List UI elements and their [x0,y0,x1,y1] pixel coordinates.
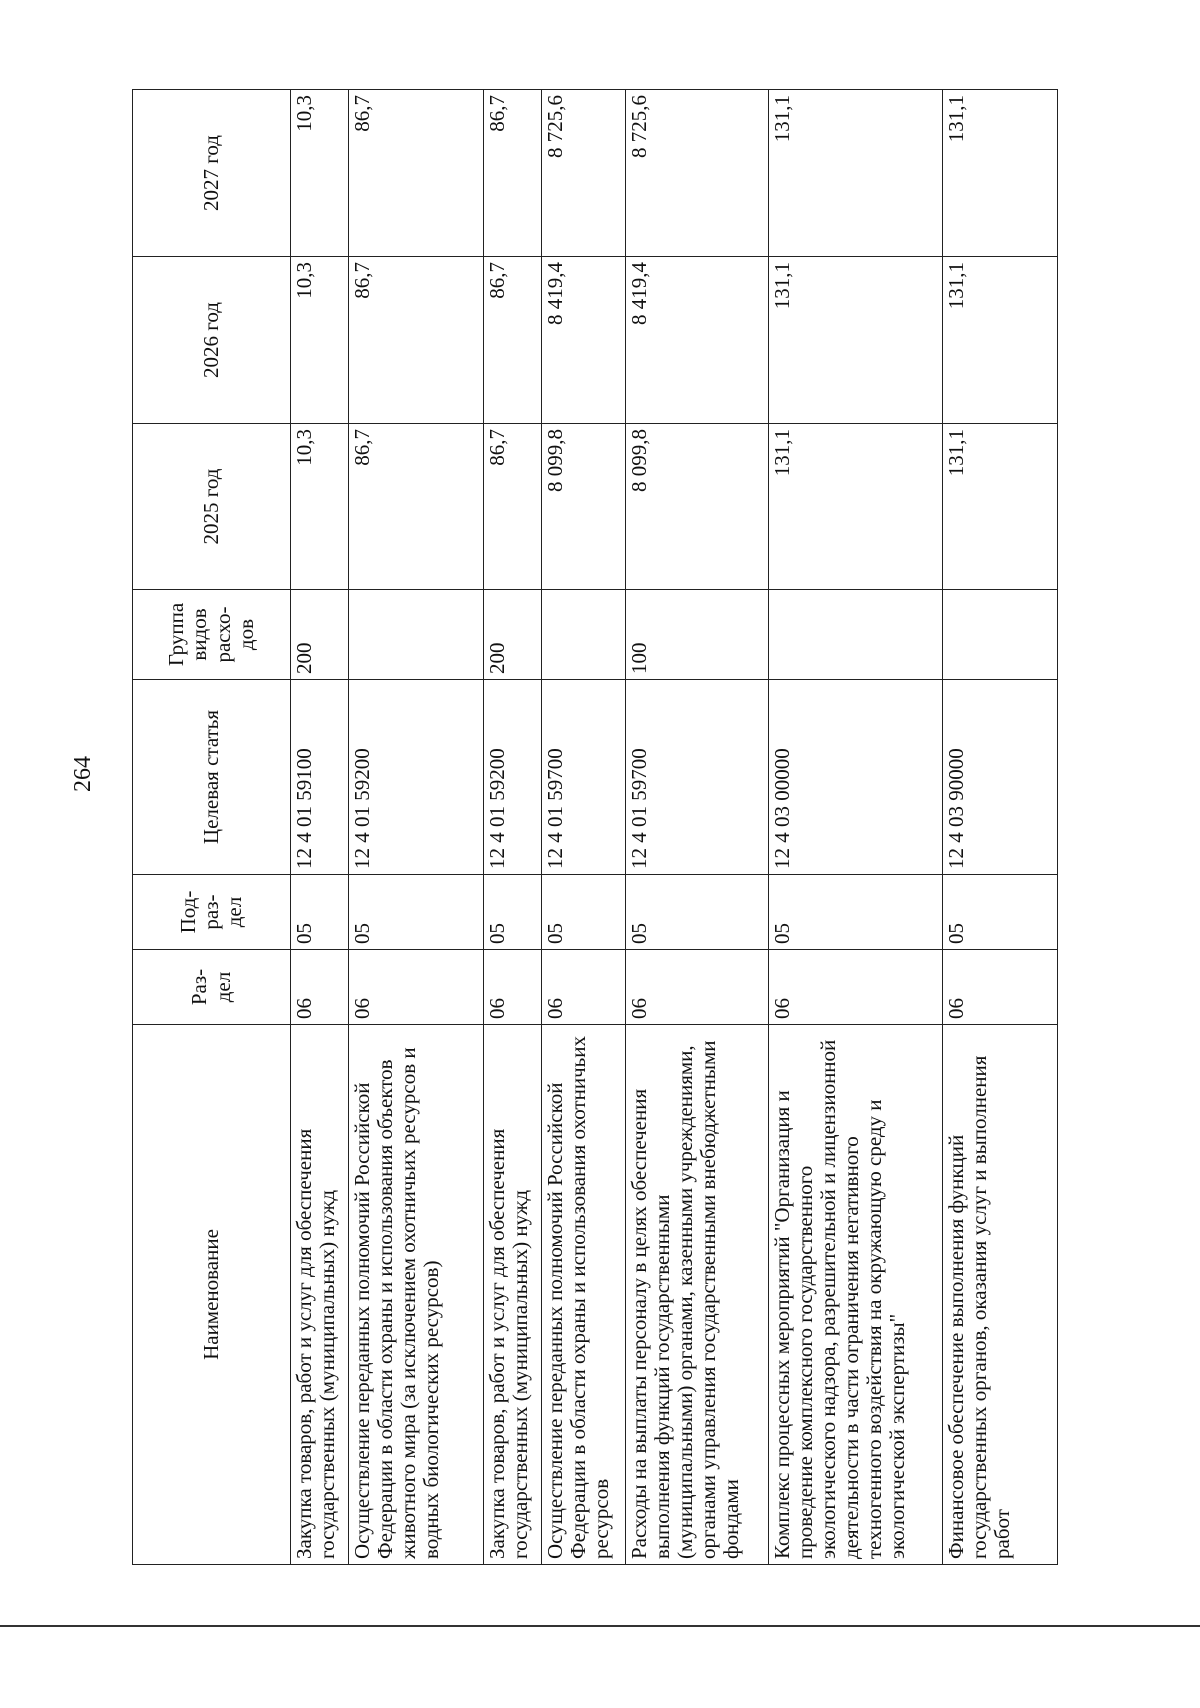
table-row [943,90,1058,1565]
row-name: Закупка товаров, работ и услуг для обеспечения государственных (муниципальных) нужд [291,1025,349,1565]
table-row [769,90,943,1565]
page-number: 264 [70,756,96,792]
row-target: 12 4 01 59200 [484,680,542,875]
header-2026: 2026 год [133,257,291,424]
row-name: Закупка товаров, работ и услуг для обеспечения государственных (муниципальных) нужд [484,1025,542,1565]
table-row [542,90,626,1565]
row-group [542,590,626,680]
row-2025: 8 099,8 [542,424,626,590]
header-name: Наименование [133,1025,291,1565]
row-section: 06 [291,950,349,1025]
row-2027: 131,1 [943,90,1058,257]
row-2025: 10,3 [291,424,349,590]
header-target: Целевая статья [133,680,291,875]
table-row [291,90,349,1565]
row-2026: 10,3 [291,257,349,424]
table-row [349,90,484,1565]
row-section: 06 [943,950,1058,1025]
row-target: 12 4 03 90000 [943,680,1058,875]
row-section: 06 [349,950,484,1025]
row-2026: 131,1 [769,257,943,424]
row-group [349,590,484,680]
row-target: 12 4 01 59100 [291,680,349,875]
row-section: 06 [484,950,542,1025]
row-group: 100 [626,590,769,680]
row-2027: 8 725,6 [542,90,626,257]
row-2026: 86,7 [484,257,542,424]
row-2026: 8 419,4 [626,257,769,424]
header-2027: 2027 год [133,90,291,257]
row-target: 12 4 01 59200 [349,680,484,875]
row-2027: 131,1 [769,90,943,257]
row-name: Расходы на выплаты персоналу в целях обеспечения выполнения функций государственными (муниципальными) органами, казенными учреждениями, органами управления государственными внебюджетными фондами [626,1025,769,1565]
header-2025: 2025 год [133,424,291,590]
budget-table [132,89,1058,1565]
row-name: Финансовое обеспечение выполнения функций государственных органов, оказания услуг и выполнения работ [943,1025,1058,1565]
row-2027: 10,3 [291,90,349,257]
row-target: 12 4 03 00000 [769,680,943,875]
row-subsection: 05 [943,875,1058,950]
row-target: 12 4 01 59700 [626,680,769,875]
table-row [626,90,769,1565]
table-row [484,90,542,1565]
row-subsection: 05 [542,875,626,950]
row-subsection: 05 [484,875,542,950]
scan-edge-line [0,1625,1200,1627]
row-group [769,590,943,680]
row-2026: 86,7 [349,257,484,424]
row-section: 06 [542,950,626,1025]
header-group: Группа видов расхо-дов [133,590,291,680]
row-name: Осуществление переданных полномочий Российской Федерации в области охраны и использования объектов животного мира (за исключением охотничьих ресурсов и водных биологических ресурсов) [349,1025,484,1565]
row-2026: 131,1 [943,257,1058,424]
row-2025: 131,1 [769,424,943,590]
row-2027: 86,7 [484,90,542,257]
row-2025: 86,7 [349,424,484,590]
header-subsection: Под-раз-дел [133,875,291,950]
row-2027: 86,7 [349,90,484,257]
header-section: Раз-дел [133,950,291,1025]
row-subsection: 05 [291,875,349,950]
budget-table-container [132,90,1057,1565]
row-section: 06 [626,950,769,1025]
row-group: 200 [484,590,542,680]
row-name: Комплекс процессных мероприятий "Организация и проведение комплексного государственного экологического надзора, разрешительной и лицензионной деятельности в части ограничения негативного техногенного воздействия на окружающую среду и экологической экспертизы" [769,1025,943,1565]
row-subsection: 05 [626,875,769,950]
header-row [133,90,291,1565]
row-group: 200 [291,590,349,680]
row-name: Осуществление переданных полномочий Российской Федерации в области охраны и использования охотничьих ресурсов [542,1025,626,1565]
row-2025: 8 099,8 [626,424,769,590]
row-2025: 86,7 [484,424,542,590]
row-2026: 8 419,4 [542,257,626,424]
row-2027: 8 725,6 [626,90,769,257]
row-subsection: 05 [769,875,943,950]
row-subsection: 05 [349,875,484,950]
row-section: 06 [769,950,943,1025]
row-group [943,590,1058,680]
row-2025: 131,1 [943,424,1058,590]
row-target: 12 4 01 59700 [542,680,626,875]
